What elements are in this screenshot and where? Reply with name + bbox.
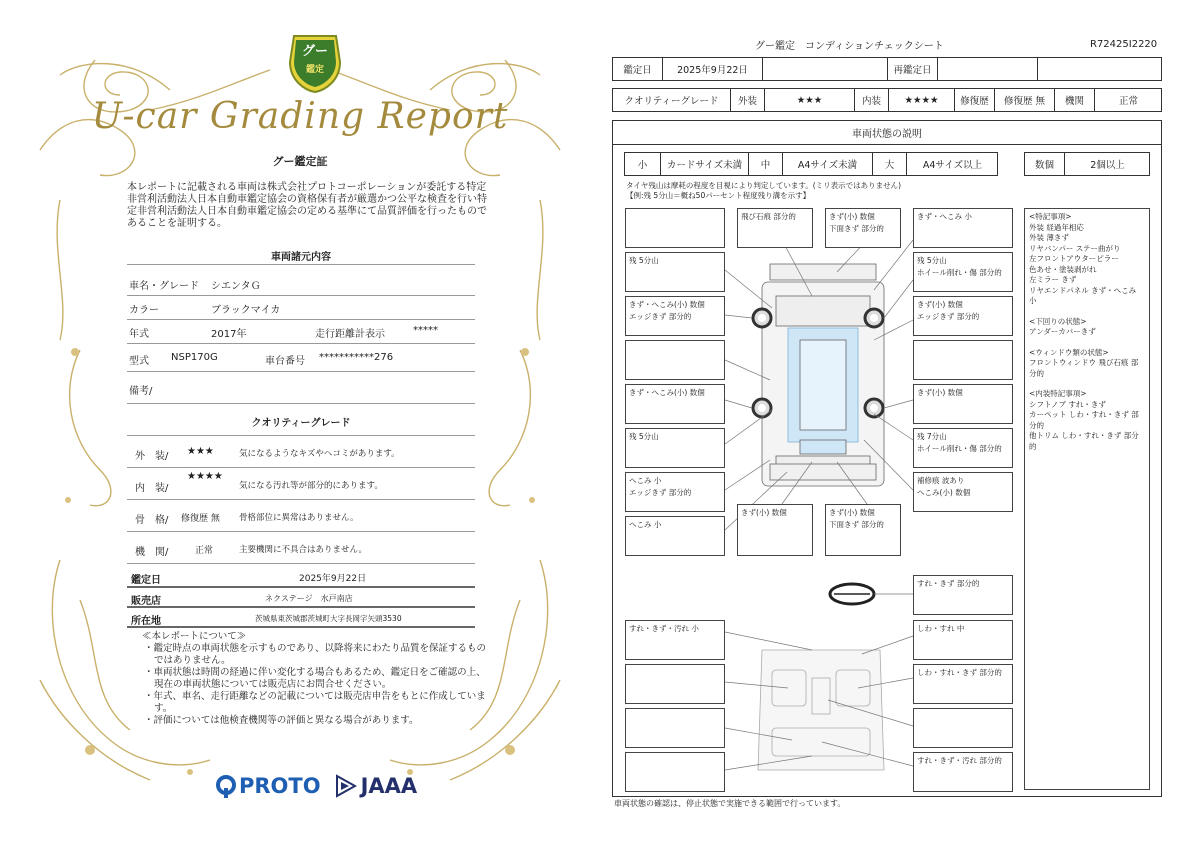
exterior-note-box: きず(小) 数個 [737, 504, 813, 556]
note-item: ・車両状態は時間の経過に伴い変化する場合もあるため、鑑定日をご確認の上、現在の車両状態については販売店にお問合せください。 [144, 667, 486, 690]
appraisal-value: 茨城県東茨城郡茨城町大字長岡字矢頭3530 [255, 614, 402, 623]
empty-cell [763, 58, 888, 80]
exterior-note-box: きず(小) 数個 エッジきず 部分的 [913, 296, 1013, 336]
sheet-title: グー鑑定 コンディションチェックシート [755, 41, 944, 52]
report-notes [142, 631, 492, 727]
appraisal-date-row [127, 566, 475, 588]
quality-row-interior [127, 468, 475, 500]
spacer [1029, 307, 1145, 317]
spec-value: 2017年 [211, 329, 247, 340]
spec-label: 年式 [129, 329, 149, 340]
quality-title: クオリティーグレード [251, 418, 351, 429]
spec-label: 車台番号 [265, 356, 305, 367]
size-legend [624, 152, 998, 176]
divider [127, 426, 475, 436]
jaaa-mark-icon [335, 774, 357, 798]
quality-note: 骨格部位に異常はありません。 [239, 513, 359, 523]
logo-bottom-text: 鑑定 [305, 65, 324, 75]
note-item: ・鑑定時点の車両状態を示すものであり、以降将来にわたり品質を保証するものではありません。 [144, 643, 487, 666]
appraisal-address-row [127, 608, 475, 628]
appraisal-label: 鑑定日 [131, 575, 161, 586]
special-line: カーペット しわ・すれ・きず 部分的 [1029, 410, 1139, 430]
interior-note-box: しわ・すれ・きず 部分的 [913, 664, 1013, 704]
grade-table [612, 88, 1162, 112]
special-line: <下回りの状態> [1029, 316, 1087, 326]
qg-label: クオリティーグレード [613, 89, 731, 111]
proto-logo [215, 774, 321, 798]
quality-value: 修復歴 無 [181, 514, 220, 524]
exterior-note-box [913, 340, 1013, 380]
spec-label: 車名・グレード [129, 281, 199, 292]
spec-value: NSP170G [171, 352, 218, 363]
state-title: 車両状態の説明 [613, 121, 1161, 145]
sheet-footer-note: 車両状態の確認は、停止状態で実施できる範囲で行っています。 [614, 799, 846, 808]
specs-title: 車両諸元内容 [271, 252, 331, 263]
interior-note-box [625, 752, 725, 792]
certificate-title: グー鑑定証 [272, 155, 328, 168]
interior-note-box: しわ・すれ 中 [913, 620, 1013, 660]
special-line: リヤバンパー ステー曲がり [1029, 243, 1121, 253]
spec-value: ブラックマイカ [211, 305, 281, 316]
quality-label: 内 装/ [135, 483, 169, 494]
special-line: 外装 薄きず [1029, 233, 1069, 242]
interior-note-box [913, 708, 1013, 748]
quality-row-exterior [127, 436, 475, 468]
quality-label: 機 関/ [135, 547, 169, 558]
spec-label: 型式 [129, 356, 149, 367]
exterior-note-box: きず(小) 数個 下面きず 部分的 [825, 208, 901, 248]
date-label: 鑑定日 [613, 58, 663, 80]
spec-value: シエンタＧ [211, 281, 261, 292]
exterior-note-box: きず・へこみ(小) 数個 エッジきず 部分的 [625, 296, 725, 336]
exterior-note-box: 残 5分山 [625, 252, 725, 292]
special-line: 左ミラー きず [1029, 275, 1077, 284]
interior-note-box [625, 708, 725, 748]
spec-row-color [127, 296, 475, 320]
special-line: <ウィンドウ類の状態> [1029, 347, 1109, 357]
count-desc: 2個以上 [1090, 160, 1125, 171]
special-line: 左フロントアウターピラー [1029, 254, 1119, 263]
quality-note: 気になるようなキズやヘコミがあります。 [239, 449, 400, 459]
size-small-desc: カードサイズ未満 [661, 153, 749, 175]
spec-value: ***** [413, 325, 438, 336]
int-stars: ★★★★ [889, 89, 955, 111]
jaaa-logo [335, 774, 418, 798]
jaaa-logo-text: JAAA [360, 774, 418, 798]
int-label: 内装 [855, 89, 889, 111]
certificate-intro: 本レポートに記載される車両は株式会社プロトコーポレーションが委託する特定非営利活動法人日本自動車鑑定協会の資格保有者が厳選かつ公平な検査を行い特定非営利活動法人日本自動車鑑定協会の定める基準にて品質評価を行ったものであることを証明する。 [127, 182, 487, 229]
proto-logo-text: PROTO [239, 774, 321, 798]
exterior-note-box: へこみ 小 [625, 516, 725, 556]
spec-value: ***********276 [319, 352, 394, 363]
redate-value [938, 58, 1038, 80]
quality-value: 正常 [195, 546, 214, 556]
interior-note-box [625, 664, 725, 704]
special-line: リヤエンドパネル きず・へこみ 小 [1029, 285, 1137, 305]
sheet-ref-number: R72425I2220 [1090, 39, 1158, 50]
spacer [1029, 338, 1145, 348]
tire-note: タイヤ残山は摩耗の程度を目視により判定しています。(ミリ表示ではありません) [626, 181, 902, 190]
exterior-note-box [625, 340, 725, 380]
notes-title: ≪本レポートについて≫ [142, 631, 247, 642]
date-value: 2025年9月22日 [663, 58, 763, 80]
quality-row-engine [127, 532, 475, 564]
spec-row-name [127, 272, 475, 296]
exterior-note-box: 残 7分山 ホイール削れ・傷 部分的 [913, 428, 1013, 468]
date-table [612, 57, 1162, 81]
spec-row-year [127, 320, 475, 344]
special-line: <特記事項> [1029, 212, 1072, 221]
spec-row-remarks [127, 372, 475, 404]
appraisal-value: 2025年9月22日 [299, 574, 367, 584]
appraisal-label: 所在地 [131, 616, 161, 627]
quality-label: 外 装/ [135, 451, 169, 462]
tire-note: 【例:残 5分山＝概ね50パーセント程度残り溝を示す】 [626, 191, 811, 200]
star-rating: ★★★ [187, 446, 214, 457]
exterior-note-box [625, 208, 725, 248]
star-rating: ★★★★ [187, 471, 223, 482]
spec-row-model [127, 344, 475, 372]
note-item: ・年式、車名、走行距離などの記載については販売店申告をもとに作成しています。 [144, 691, 486, 714]
appraisal-value: ネクステージ 水戸南店 [265, 594, 353, 603]
special-line: シフトノブ すれ・きず [1029, 399, 1106, 409]
exterior-note-box: 残 5分山 [625, 428, 725, 468]
quality-label: 骨 格/ [135, 515, 169, 526]
exterior-note-box: へこみ 小 エッジきず 部分的 [625, 472, 725, 512]
ext-stars: ★★★ [765, 89, 855, 111]
size-small: 小 [625, 153, 661, 175]
spec-label: 備考/ [129, 386, 153, 397]
size-mid: 中 [749, 153, 783, 175]
report-script-title: U-car Grading Report [91, 96, 509, 137]
interior-note-box: すれ・きず 部分的 [913, 575, 1013, 615]
exterior-note-box: きず(小) 数個 [913, 384, 1013, 424]
special-line: 外装 経過年相応 [1029, 222, 1084, 232]
count-label: 数個 [1025, 153, 1065, 175]
quality-note: 気になる汚れ等が部分的にあります。 [239, 481, 383, 491]
quality-row-frame [127, 500, 475, 532]
special-line: フロントウィンドウ 飛び石痕 部分的 [1029, 358, 1139, 378]
interior-note-box: すれ・きず・汚れ 部分的 [913, 752, 1013, 792]
ext-label: 外装 [731, 89, 765, 111]
footer-logos [215, 770, 417, 802]
size-large-desc: A4サイズ以上 [922, 160, 983, 171]
interior-note-box: すれ・きず・汚れ 小 [625, 620, 725, 660]
hist-label: 修復歴 [955, 89, 995, 111]
exterior-note-box: 飛び石痕 部分的 [737, 208, 813, 248]
special-line: 色あせ・塗装剥がれ [1029, 264, 1097, 274]
proto-mark-icon [215, 774, 237, 798]
redate-label: 再鑑定日 [888, 58, 938, 80]
special-line: 他トリム しわ・すれ・きず 部分的 [1029, 431, 1139, 451]
divider [127, 264, 475, 265]
special-line: アンダーカバーきず [1029, 327, 1096, 336]
special-notes-panel [1024, 208, 1150, 790]
size-mid-desc: A4サイズ未満 [783, 153, 873, 175]
spec-label: カラー [129, 305, 159, 316]
appraisal-dealer-row [127, 588, 475, 608]
exterior-note-box: きず(小) 数個 下面きず 部分的 [825, 504, 901, 556]
exterior-note-box: 残 5分山 ホイール削れ・傷 部分的 [913, 252, 1013, 292]
exterior-note-box: 補修痕 波あり へこみ(小) 数個 [913, 472, 1013, 512]
hist-value: 修復歴 無 [995, 89, 1055, 111]
quality-note: 主要機関に不具合はありません。 [239, 545, 368, 555]
engine-label: 機関 [1055, 89, 1095, 111]
count-legend [1024, 152, 1150, 176]
spec-label: 走行距離計表示 [315, 329, 385, 340]
logo-top-text: グー [301, 44, 328, 59]
note-item: ・評価については他検査機関等の評価と異なる場合があります。 [144, 715, 419, 726]
special-line: <内装特記事項> [1029, 389, 1087, 398]
exterior-note-box: きず・へこみ(小) 数個 [625, 384, 725, 424]
size-large: 大 [873, 153, 907, 175]
appraisal-label: 販売店 [131, 596, 161, 607]
engine-value: 正常 [1118, 96, 1138, 107]
exterior-note-box: きず・へこみ 小 [913, 208, 1013, 248]
spacer [1029, 379, 1145, 389]
